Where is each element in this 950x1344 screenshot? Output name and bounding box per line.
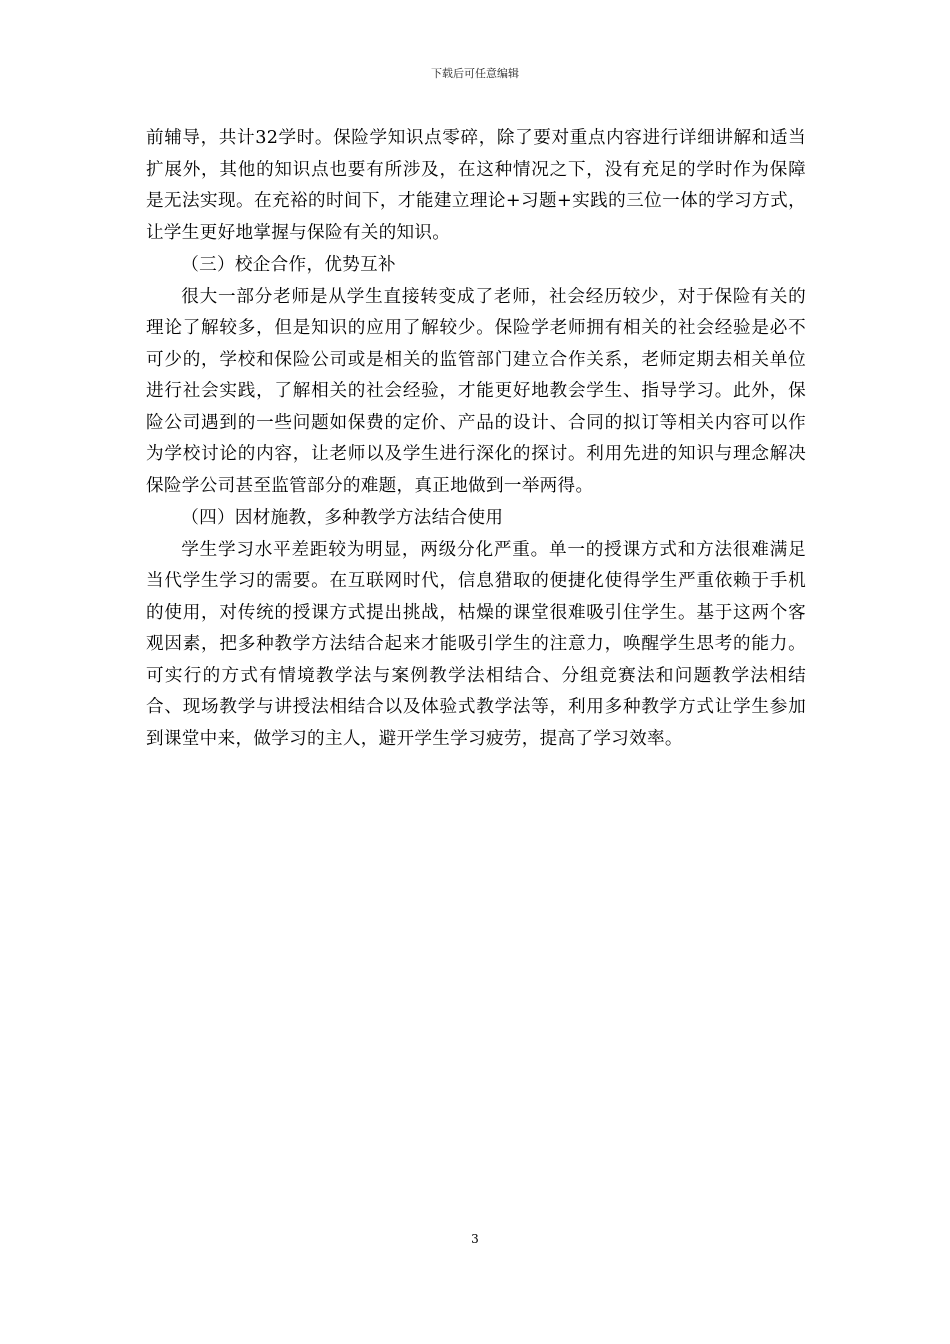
section-heading-3: （三）校企合作，优势互补 bbox=[181, 255, 396, 275]
page-header: 下载后可任意编辑 bbox=[431, 67, 519, 80]
page-number: 3 bbox=[471, 1232, 479, 1246]
body-paragraph-teaching-methods: 学生学习水平差距较为明显，两级分化严重。单一的授课方式和方法很难满足当代学生学习的需要。在互联网时代，信息猎取的便捷化使得学生严重依赖于手机的使用，对传统的授课方式提出挑战，枯燥的课堂很难吸引住学生。基于这两个客观因素，把多种教学方法结合起来才能吸引学生的注意力，唤醒学生思考的能力。可实行的方式有情境教学法与案例教学法相结合、分组竞赛法和问题教学法相结合、现场教学与讲授法相结合以及体验式教学法等，利用多种教学方式让学生参加到课堂中来，做学习的主人，避开学生学习疲劳，提高了学习效率。 bbox=[146, 539, 806, 749]
section-heading-4: （四）因材施教，多种教学方法结合使用 bbox=[181, 508, 504, 528]
body-paragraph-school-enterprise: 很大一部分老师是从学生直接转变成了老师，社会经历较少，对于保险有关的理论了解较多，但是知识的应用了解较少。保险学老师拥有相关的社会经验是必不可少的，学校和保险公司或是相关的监管部门建立合作关系，老师定期去相关单位进行社会实践，了解相关的社会经验，才能更好地教会学生、指导学习。此外，保险公司遇到的一些问题如保费的定价、产品的设计、合同的拟订等相关内容可以作为学校讨论的内容，让老师以及学生进行深化的探讨。利用先进的知识与理念解决保险学公司甚至监管部分的难题，真正地做到一举两得。 bbox=[146, 286, 806, 496]
document-body bbox=[146, 123, 806, 755]
body-paragraph-continued: 前辅导，共计32学时。保险学知识点零碎，除了要对重点内容进行详细讲解和适当扩展外，其他的知识点也要有所涉及，在这种情况之下，没有充足的学时作为保障是无法实现。在充裕的时间下，才能建立理论+习题+实践的三位一体的学习方式，让学生更好地掌握与保险有关的知识。 bbox=[146, 128, 806, 243]
